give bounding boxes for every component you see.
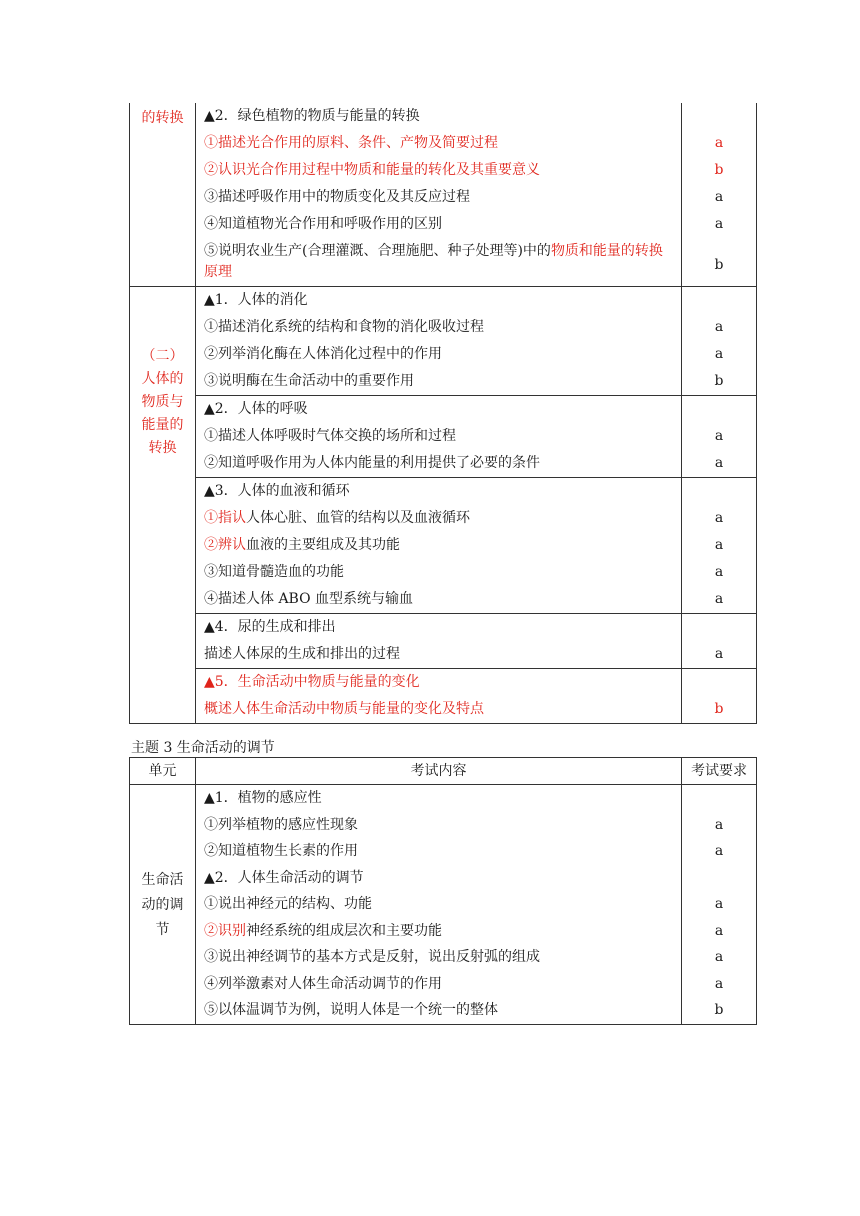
content-line: ①说出神经元的结构、功能	[204, 896, 372, 912]
requirement-value	[682, 478, 756, 505]
unit-cell	[130, 785, 196, 1025]
highlight-text: ①指认	[204, 510, 246, 526]
content-cell	[196, 614, 682, 669]
column-header: 考试内容	[196, 758, 682, 785]
content-line: ②认识光合作用过程中物质和能量的转化及其重要意义	[204, 162, 540, 178]
highlight-text: ②识别	[204, 922, 246, 939]
requirement-value: a	[714, 949, 724, 965]
content-line: ▲2．人体生命活动的调节	[204, 869, 364, 886]
requirement-value: a	[714, 189, 724, 205]
content-table-1	[129, 103, 757, 724]
column-header: 考试要求	[682, 758, 757, 785]
highlight-text: ②辨认	[204, 537, 246, 553]
content-line: ②列举消化酶在人体消化过程中的作用	[204, 346, 442, 362]
requirement-cell	[682, 396, 757, 478]
content-section	[130, 478, 757, 614]
requirement-value: b	[714, 162, 724, 178]
content-line: ▲2．绿色植物的物质与能量的转换	[204, 108, 420, 124]
unit-line: 生命活	[141, 871, 184, 888]
content-line: ▲3．人体的血液和循环	[204, 483, 350, 499]
header-row	[130, 758, 757, 785]
requirement-value: b	[714, 1002, 724, 1018]
requirement-value: b	[714, 257, 724, 273]
requirement-cell	[682, 478, 757, 614]
requirement-value	[682, 614, 756, 641]
requirement-value: a	[714, 816, 724, 833]
unit-line: 人体的	[141, 371, 184, 387]
content-line: ①描述人体呼吸时气体交换的场所和过程	[204, 428, 456, 444]
requirement-value: a	[714, 591, 724, 607]
requirement-value	[682, 865, 756, 892]
content-lines	[196, 103, 681, 286]
content-table-2	[129, 757, 757, 1025]
content-cell	[196, 396, 682, 478]
requirement-value: a	[714, 564, 724, 580]
content-lines	[196, 614, 681, 668]
requirement-value: a	[714, 896, 724, 912]
content-section	[130, 669, 757, 724]
requirement-cell	[682, 103, 757, 287]
content-line: ②知道植物生长素的作用	[204, 843, 358, 859]
content-line: ▲4．尿的生成和排出	[204, 619, 336, 635]
unit-line: （二）	[141, 348, 184, 364]
content-lines	[196, 287, 681, 395]
content-line: ④知道植物光合作用和呼吸作用的区别	[204, 216, 442, 232]
content-cell	[196, 103, 682, 287]
content-line: ④描述人体 ABO 血型系统与输血	[204, 591, 414, 607]
content-line: ▲1．植物的感应性	[204, 790, 322, 806]
requirement-value	[682, 103, 756, 130]
requirement-cell	[682, 287, 757, 396]
content-line: 概述人体生命活动中物质与能量的变化及特点	[204, 701, 484, 717]
content-section	[130, 785, 757, 1025]
content-lines	[196, 396, 681, 477]
requirement-cell	[682, 669, 757, 724]
requirement-value: a	[714, 346, 724, 362]
content-cell	[196, 669, 682, 724]
content-lines	[196, 785, 681, 1024]
unit-cell: 的转换	[130, 103, 196, 287]
content-section	[130, 396, 757, 478]
requirement-cell	[682, 785, 757, 1025]
content-section	[130, 614, 757, 669]
content-section	[130, 287, 757, 396]
content-line: ②识别神经系统的组成层次和主要功能	[204, 922, 442, 939]
content-cell	[196, 287, 682, 396]
requirement-value	[682, 669, 756, 696]
requirement-value: a	[714, 428, 724, 444]
unit-line: 节	[155, 921, 170, 938]
content-line: ②知道呼吸作用为人体内能量的利用提供了必要的条件	[204, 455, 540, 471]
unit-cell	[130, 287, 196, 724]
content-line: ①描述光合作用的原料、条件、产物及简要过程	[204, 135, 498, 151]
content-line: ▲5．生命活动中物质与能量的变化	[204, 674, 420, 690]
content-line: ▲1．人体的消化	[204, 292, 308, 308]
content-section	[130, 103, 757, 287]
content-line: ▲2．人体的呼吸	[204, 401, 308, 417]
content-line: ①列举植物的感应性现象	[204, 816, 358, 833]
content-line: 描述人体尿的生成和排出的过程	[204, 646, 400, 662]
content-cell	[196, 478, 682, 614]
section-caption: 主题 3 生命活动的调节	[131, 740, 275, 756]
content-line: ③描述呼吸作用中的物质变化及其反应过程	[204, 189, 470, 205]
requirement-value	[682, 287, 756, 314]
unit-line: 动的调	[141, 896, 184, 913]
content-line: ③说出神经调节的基本方式是反射，说出反射弧的组成	[204, 949, 540, 965]
requirement-value: a	[714, 319, 724, 335]
content-lines	[196, 478, 681, 613]
content-line: ⑤说明农业生产(合理灌溉、合理施肥、种子处理等)中的物质和能量的转换原理	[204, 243, 663, 280]
content-line: ④列举激素对人体生命活动调节的作用	[204, 975, 442, 992]
requirement-value	[682, 396, 756, 423]
requirement-value: a	[714, 646, 724, 662]
requirement-value: a	[714, 922, 724, 939]
content-line: ②辨认血液的主要组成及其功能	[204, 537, 400, 553]
requirement-cell	[682, 614, 757, 669]
unit-line: 能量的	[141, 417, 184, 433]
requirement-value: a	[714, 975, 724, 992]
requirement-value: a	[714, 455, 724, 471]
content-line: ③说明酶在生命活动中的重要作用	[204, 373, 414, 389]
requirement-value: a	[714, 510, 724, 526]
column-header: 单元	[130, 758, 196, 785]
content-line: ①指认人体心脏、血管的结构以及血液循环	[204, 510, 470, 526]
highlight-text: 物质和能量的转换原理	[204, 243, 663, 280]
unit-line: 物质与	[141, 394, 184, 410]
requirement-value: b	[714, 373, 724, 389]
unit-line: 转换	[148, 440, 177, 456]
requirement-value	[682, 785, 756, 812]
requirement-value: b	[714, 701, 724, 717]
content-line: ⑤以体温调节为例，说明人体是一个统一的整体	[204, 1002, 498, 1018]
content-lines	[196, 669, 681, 723]
content-line: ①描述消化系统的结构和食物的消化吸收过程	[204, 319, 484, 335]
requirement-value: a	[714, 135, 724, 151]
content-cell	[196, 785, 682, 1025]
requirement-value: a	[714, 537, 724, 553]
requirement-value: a	[714, 843, 724, 859]
requirement-value: a	[714, 216, 724, 232]
content-line: ③知道骨髓造血的功能	[204, 564, 344, 580]
